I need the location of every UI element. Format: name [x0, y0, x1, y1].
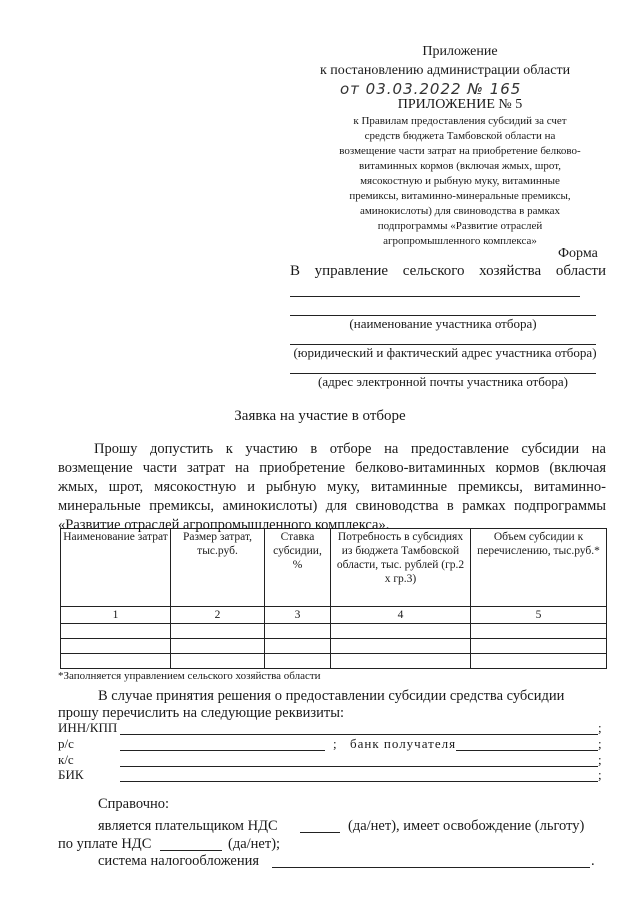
rules-line: аминокислоты) для свиноводства в рамках: [359, 205, 561, 217]
empty-cell: [61, 639, 171, 654]
ks-field[interactable]: [120, 766, 598, 767]
address-caption: (юридический и фактический адрес участника отбора): [293, 345, 597, 360]
participant-line-1: [290, 296, 580, 297]
rs-label: р/с: [58, 736, 74, 751]
header-cell-volume: Объем субсидии к перечислению, тыс.руб.*: [471, 529, 607, 607]
body-line: жмых, шрот, мясокостную и рыбную муку, витаминные премиксы, витаминно-: [58, 479, 606, 495]
empty-cell: [331, 654, 471, 669]
inn-semicolon: ;: [598, 720, 602, 735]
empty-cell: [471, 624, 607, 639]
rules-line: витаминных кормов (включая жмых, шрот,: [359, 160, 561, 172]
number-cell: 4: [331, 607, 471, 624]
header-cell-rate: Ставка субсидии, %: [265, 529, 331, 607]
body-line: «Развитие отраслей агропромышленного комплекса».: [58, 517, 390, 533]
empty-cell: [471, 639, 607, 654]
empty-cell: [61, 624, 171, 639]
page-title: Заявка на участие в отборе: [234, 408, 406, 424]
rules-line: к Правилам предоставления субсидий за счет: [353, 115, 567, 127]
body-line: Прошу допустить к участию в отборе на предоставление субсидии на: [94, 441, 606, 457]
empty-cell: [171, 624, 265, 639]
footnote: *Заполняется управлением сельского хозяйства области: [58, 670, 321, 682]
handwritten-date: от 03.03.2022 № 165: [340, 80, 522, 98]
rules-line: премиксы, витаминно-минеральные премиксы,: [349, 190, 571, 202]
vat-payer-label: является плательщиком НДС: [98, 818, 278, 834]
header-cell-cost: Размер затрат, тыс.руб.: [171, 529, 265, 607]
table-row: [61, 654, 607, 669]
vat-payer-field[interactable]: [300, 832, 340, 833]
bank-label: банк получателя: [350, 736, 457, 751]
empty-cell: [331, 639, 471, 654]
rs-field[interactable]: [120, 750, 325, 751]
empty-cell: [61, 654, 171, 669]
addressee-to: В управление сельского хозяйства области: [290, 263, 606, 279]
empty-cell: [471, 654, 607, 669]
reference-title: Справочно:: [98, 796, 170, 812]
subsidy-table: [60, 528, 607, 669]
tax-system-period: .: [591, 853, 595, 869]
bank-field[interactable]: [456, 750, 598, 751]
empty-cell: [265, 639, 331, 654]
vat-exemption-field[interactable]: [160, 850, 222, 851]
tax-system-label: система налогообложения: [98, 853, 260, 869]
empty-cell: [265, 654, 331, 669]
header-cell-name: Наименование затрат: [61, 529, 171, 607]
email-caption: (адрес электронной почты участника отбора): [318, 374, 568, 389]
requisites-intro-1: В случае принятия решения о предоставлении субсидии средства субсидии: [98, 688, 565, 704]
header-cell-need: Потребность в субсидиях из бюджета Тамбовской области, тыс. рублей (гр.2 х гр.3): [331, 529, 471, 607]
form-label: Форма: [558, 246, 598, 261]
rules-line: подпрограммы «Развитие отраслей: [377, 220, 543, 232]
empty-cell: [265, 624, 331, 639]
rules-line: агропромышленного комплекса»: [383, 235, 537, 247]
inn-label: ИНН/КПП: [58, 720, 118, 735]
vat-yes-no-label: (да/нет);: [228, 836, 281, 852]
bik-label: БИК: [58, 767, 84, 782]
table-header-row: [61, 529, 607, 607]
rules-line: мясокостную и рыбную муку, витаминные: [360, 175, 560, 187]
appendix-number: ПРИЛОЖЕНИЕ № 5: [397, 97, 523, 112]
table-row: [61, 639, 607, 654]
bank-semicolon: ;: [598, 736, 602, 751]
ks-label: к/с: [58, 752, 74, 767]
participant-caption: (наименование участника отбора): [349, 316, 537, 331]
number-cell: 5: [471, 607, 607, 624]
resolution-label: к постановлению администрации области: [320, 63, 571, 78]
rules-block: [312, 114, 608, 249]
rules-line: средств бюджета Тамбовской области на: [364, 130, 556, 142]
empty-cell: [171, 639, 265, 654]
vat-exemption-label: (да/нет), имеет освобождение (льготу): [348, 818, 585, 834]
table-number-row: [61, 607, 607, 624]
tax-system-field[interactable]: [272, 867, 590, 868]
bik-field[interactable]: [120, 781, 598, 782]
vat-payment-label: по уплате НДС: [58, 836, 152, 852]
number-cell: 2: [171, 607, 265, 624]
number-cell: 1: [61, 607, 171, 624]
rules-line: возмещение части затрат на приобретение белково-: [339, 145, 581, 157]
inn-field[interactable]: [120, 734, 598, 735]
requisites-intro-2: прошу перечислить на следующие реквизиты:: [58, 705, 344, 721]
empty-cell: [331, 624, 471, 639]
body-paragraph: [58, 440, 606, 535]
body-line: минеральные премиксы, аминокислоты) для свиноводства в рамках подпрограммы: [58, 498, 606, 514]
number-cell: 3: [265, 607, 331, 624]
table-row: [61, 624, 607, 639]
body-line: возмещение части затрат на приобретение белково-витаминных кормов (включая: [58, 460, 606, 476]
bik-semicolon: ;: [598, 767, 602, 782]
appendix-label: Приложение: [422, 44, 498, 59]
empty-cell: [171, 654, 265, 669]
rs-semicolon: ;: [333, 736, 337, 751]
ks-semicolon: ;: [598, 752, 602, 767]
